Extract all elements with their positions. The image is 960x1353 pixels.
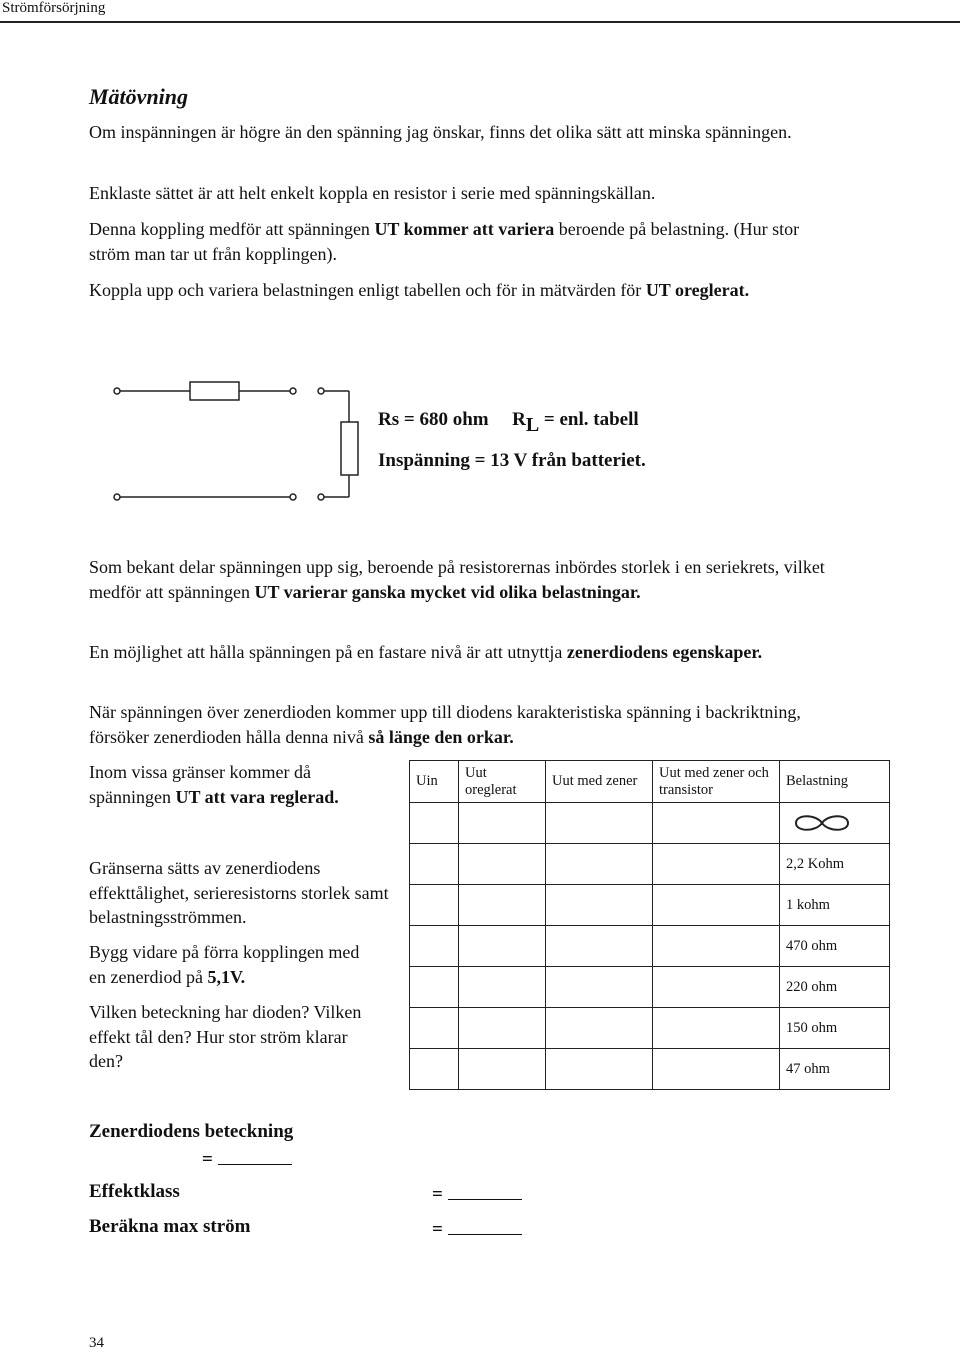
input-cell[interactable] bbox=[546, 1008, 653, 1049]
rl-value: = enl. tabell bbox=[543, 409, 639, 430]
circuit-diagram bbox=[100, 370, 380, 510]
input-cell[interactable] bbox=[459, 803, 546, 844]
terminal-in-top bbox=[114, 388, 120, 394]
circuit-label-values bbox=[378, 408, 639, 436]
input-cell[interactable] bbox=[459, 1049, 546, 1090]
input-cell[interactable] bbox=[653, 803, 780, 844]
input-cell[interactable] bbox=[410, 844, 459, 885]
infinity-symbol-cell bbox=[780, 803, 890, 844]
side-paragraph-1: Inom vissa gränser kommer då spänningen UT att vara reglerad. bbox=[89, 762, 339, 807]
input-cell[interactable] bbox=[459, 967, 546, 1008]
input-cell[interactable] bbox=[410, 926, 459, 967]
series-resistor bbox=[190, 382, 239, 400]
input-cell[interactable] bbox=[546, 844, 653, 885]
explain-paragraph-3: När spänningen över zenerdioden kommer upp till diodens karakteristiska spänning i backriktning, försöker zenerdioden hålla denna nivå så länge den orkar. bbox=[89, 702, 801, 747]
input-cell[interactable] bbox=[546, 1049, 653, 1090]
table-row bbox=[410, 926, 890, 967]
load-cell: 470 ohm bbox=[780, 926, 890, 967]
terminal-in-bottom bbox=[114, 494, 120, 500]
col-header-uut-zener: Uut med zener bbox=[546, 761, 653, 803]
answer-zener-line[interactable]: = bbox=[202, 1148, 292, 1171]
page-number: 34 bbox=[89, 1335, 104, 1351]
load-resistor bbox=[341, 422, 358, 475]
answer-effect-label: Effektklass bbox=[89, 1181, 180, 1202]
section-title: Mätövning bbox=[89, 84, 189, 109]
input-cell[interactable] bbox=[410, 1049, 459, 1090]
input-cell[interactable] bbox=[459, 926, 546, 967]
terminal-mid-top bbox=[290, 388, 296, 394]
input-cell[interactable] bbox=[459, 885, 546, 926]
input-cell[interactable] bbox=[546, 803, 653, 844]
table-row bbox=[410, 1049, 890, 1090]
col-header-uin: Uin bbox=[410, 761, 459, 803]
input-cell[interactable] bbox=[410, 967, 459, 1008]
table-row bbox=[410, 967, 890, 1008]
col-header-uut-oreglerat: Uut oreglerat bbox=[459, 761, 546, 803]
input-cell[interactable] bbox=[653, 926, 780, 967]
intro-paragraph-2: Enklaste sättet är att helt enkelt koppla en resistor i serie med spänningskällan. bbox=[89, 183, 656, 203]
header-rule bbox=[0, 21, 960, 23]
load-cell: 47 ohm bbox=[780, 1049, 890, 1090]
explain-paragraph-1: Som bekant delar spänningen upp sig, beroende på resistorernas inbördes storlek i en seriekrets, vilket medför att spänningen UT varierar ganska mycket vid olika belastningar. bbox=[89, 557, 825, 602]
input-cell[interactable] bbox=[653, 844, 780, 885]
input-cell[interactable] bbox=[653, 1049, 780, 1090]
answer-current-line[interactable]: = bbox=[432, 1218, 522, 1241]
input-cell[interactable] bbox=[546, 885, 653, 926]
answer-zener-label: Zenerdiodens beteckning bbox=[89, 1121, 294, 1142]
side-paragraph-2: Gränserna sätts av zenerdiodens effekttålighet, serieresistorns storlek samt belastningsströmmen. bbox=[89, 858, 389, 927]
side-paragraph-3: Bygg vidare på förra kopplingen med en zenerdiod på 5,1V. bbox=[89, 942, 360, 987]
terminal-out-top bbox=[318, 388, 324, 394]
terminal-mid-bottom bbox=[290, 494, 296, 500]
explain-paragraph-2: En möjlighet att hålla spänningen på en fastare nivå är att utnyttja zenerdiodens egenskaper. bbox=[89, 642, 763, 662]
input-cell[interactable] bbox=[410, 1008, 459, 1049]
input-cell[interactable] bbox=[653, 1008, 780, 1049]
input-cell[interactable] bbox=[546, 926, 653, 967]
answer-effect-line[interactable]: = bbox=[432, 1183, 522, 1206]
table-row bbox=[410, 1008, 890, 1049]
intro-paragraph-3: Denna koppling medför att spänningen UT kommer att variera beroende på belastning. (Hur stor ström man tar ut från kopplingen). bbox=[89, 219, 800, 264]
terminal-out-bottom bbox=[318, 494, 324, 500]
table-row bbox=[410, 844, 890, 885]
infinity-icon bbox=[790, 811, 854, 835]
load-cell: 220 ohm bbox=[780, 967, 890, 1008]
table-row bbox=[410, 803, 890, 844]
load-cell: 150 ohm bbox=[780, 1008, 890, 1049]
input-cell[interactable] bbox=[653, 885, 780, 926]
input-cell[interactable] bbox=[546, 967, 653, 1008]
input-cell[interactable] bbox=[459, 844, 546, 885]
rs-label: Rs = 680 ohm bbox=[378, 409, 489, 430]
input-cell[interactable] bbox=[459, 1008, 546, 1049]
answer-current-label: Beräkna max ström bbox=[89, 1216, 251, 1237]
intro-paragraph-1: Om inspänningen är högre än den spänning jag önskar, finns det olika sätt att minska spänningen. bbox=[89, 122, 792, 142]
input-cell[interactable] bbox=[410, 885, 459, 926]
running-header: Strömförsörjning bbox=[2, 0, 106, 16]
answer-blank[interactable] bbox=[218, 1148, 292, 1165]
rl-symbol: R bbox=[512, 409, 526, 430]
answer-blank[interactable] bbox=[448, 1183, 522, 1200]
measurement-table bbox=[409, 760, 890, 1090]
input-cell[interactable] bbox=[410, 803, 459, 844]
intro-paragraph-4: Koppla upp och variera belastningen enligt tabellen och för in mätvärden för UT oreglerat. bbox=[89, 280, 750, 300]
load-cell: 2,2 Kohm bbox=[780, 844, 890, 885]
answer-blank[interactable] bbox=[448, 1218, 522, 1235]
side-paragraph-4: Vilken beteckning har dioden? Vilken effekt tål den? Hur stor ström klarar den? bbox=[89, 1002, 362, 1071]
table-row bbox=[410, 885, 890, 926]
input-voltage-label: Inspänning = 13 V från batteriet. bbox=[378, 450, 646, 471]
col-header-belastning: Belastning bbox=[780, 761, 890, 803]
col-header-uut-zener-transistor: Uut med zener och transistor bbox=[653, 761, 780, 803]
load-cell: 1 kohm bbox=[780, 885, 890, 926]
input-cell[interactable] bbox=[653, 967, 780, 1008]
table-header-row bbox=[410, 761, 890, 803]
rl-subscript: L bbox=[525, 414, 540, 436]
